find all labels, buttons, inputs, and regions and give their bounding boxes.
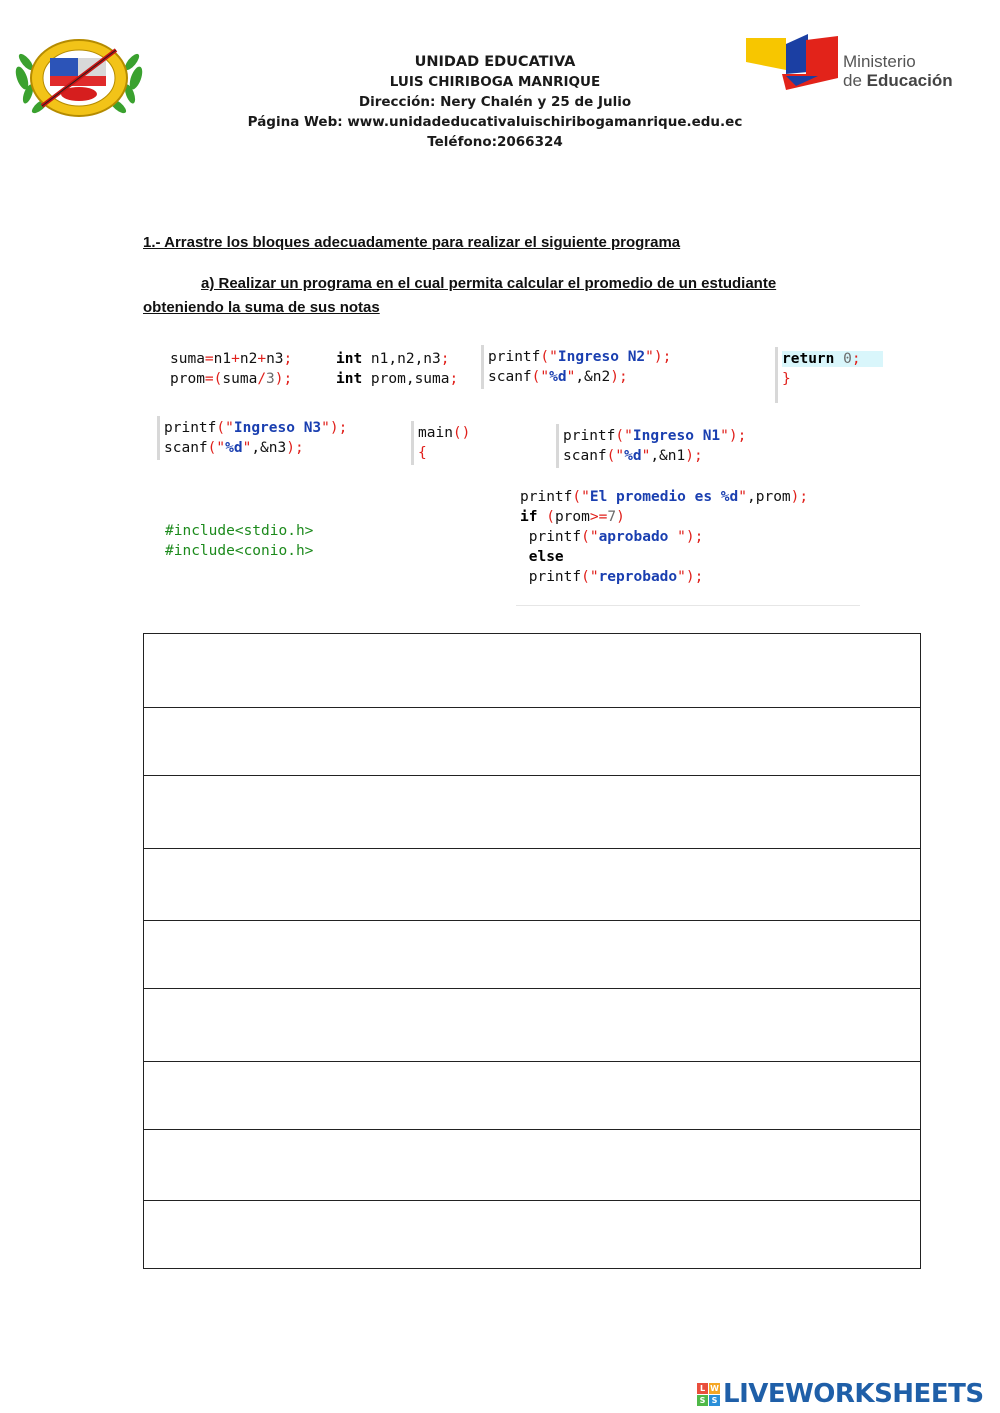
liveworksheets-icon	[697, 1383, 720, 1406]
ministry-line2	[843, 71, 953, 90]
drop-zone-row[interactable]	[144, 1200, 920, 1268]
code-line: printf("Ingreso N3");	[164, 420, 348, 436]
task-a-line2: obteniendo la suma de sus notas	[143, 299, 380, 316]
code-line: printf("Ingreso N1");	[563, 428, 747, 444]
ministry-line2-bold: Educación	[866, 71, 953, 90]
code-block-return[interactable]	[775, 347, 896, 403]
code-line: printf("El promedio es %d",prom);	[520, 489, 809, 505]
code-line: scanf("%d",&n3);	[164, 440, 304, 456]
drop-zone-row[interactable]	[144, 1129, 920, 1200]
school-website: Página Web: www.unidadeducativaluischiribogamanrique.edu.ec	[247, 114, 743, 130]
ministry-line1: Ministerio	[843, 52, 916, 71]
code-line: #include<conio.h>	[165, 543, 314, 559]
code-line: if (prom>=7)	[520, 509, 625, 525]
icon-tile: L	[697, 1383, 708, 1394]
code-line: return 0;	[782, 349, 892, 369]
ministry-line2-prefix: de	[843, 71, 867, 90]
code-line: main()	[418, 425, 471, 441]
answer-table	[143, 633, 921, 1269]
school-address: Dirección: Nery Chalén y 25 de Julio	[358, 94, 632, 110]
school-name: LUIS CHIRIBOGA MANRIQUE	[389, 74, 601, 90]
code-line: else	[528, 549, 564, 565]
school-phone: Teléfono:2066324	[427, 134, 563, 150]
code-block-main[interactable]	[411, 421, 474, 465]
code-block-input-n3[interactable]	[157, 416, 351, 460]
code-block-input-n1[interactable]	[556, 424, 750, 468]
code-line: scanf("%d",&n1);	[563, 448, 703, 464]
code-block-input-n2[interactable]	[481, 345, 675, 389]
icon-tile: W	[710, 1383, 719, 1393]
school-type: UNIDAD EDUCATIVA	[414, 54, 576, 70]
school-header	[220, 52, 770, 152]
code-line: printf("Ingreso N2");	[488, 349, 672, 365]
task-a-line1: a) Realizar un programa en el cual permita calcular el promedio de un estudiante	[201, 275, 777, 292]
code-line: scanf("%d",&n2);	[488, 369, 628, 385]
drop-zone-row[interactable]	[144, 634, 920, 707]
code-line: suma=n1+n2+n3;	[170, 351, 293, 367]
code-line: int n1,n2,n3;	[336, 351, 450, 367]
code-line: printf("reprobado");	[520, 569, 704, 585]
drop-zone-row[interactable]	[144, 1061, 920, 1129]
drop-zone-row[interactable]	[144, 848, 920, 920]
question-1: 1.- Arrastre los bloques adecuadamente para realizar el siguiente programa	[143, 234, 681, 251]
drop-zone-row[interactable]	[144, 775, 920, 848]
ministry-name	[843, 52, 953, 90]
code-line: {	[418, 445, 427, 461]
liveworksheets-logo	[697, 1379, 984, 1409]
icon-tile: S	[709, 1395, 720, 1406]
code-block-declarations[interactable]	[332, 347, 462, 391]
code-block-output[interactable]	[516, 485, 860, 606]
drop-zone-row[interactable]	[144, 707, 920, 775]
code-line: printf("aprobado ");	[520, 529, 704, 545]
code-line: }	[782, 371, 791, 387]
school-logo	[12, 36, 146, 120]
drop-zone-row[interactable]	[144, 920, 920, 988]
code-line: int prom,suma;	[336, 371, 459, 387]
task-a	[143, 272, 843, 320]
code-line: #include<stdio.h>	[165, 523, 314, 539]
icon-tile: S	[697, 1395, 708, 1406]
liveworksheets-wordmark: LIVEWORKSHEETS	[723, 1379, 984, 1409]
drop-zone-row[interactable]	[144, 988, 920, 1061]
code-line: prom=(suma/3);	[170, 371, 293, 387]
code-block-includes[interactable]	[161, 519, 317, 563]
code-block-sum-avg[interactable]	[166, 347, 296, 391]
